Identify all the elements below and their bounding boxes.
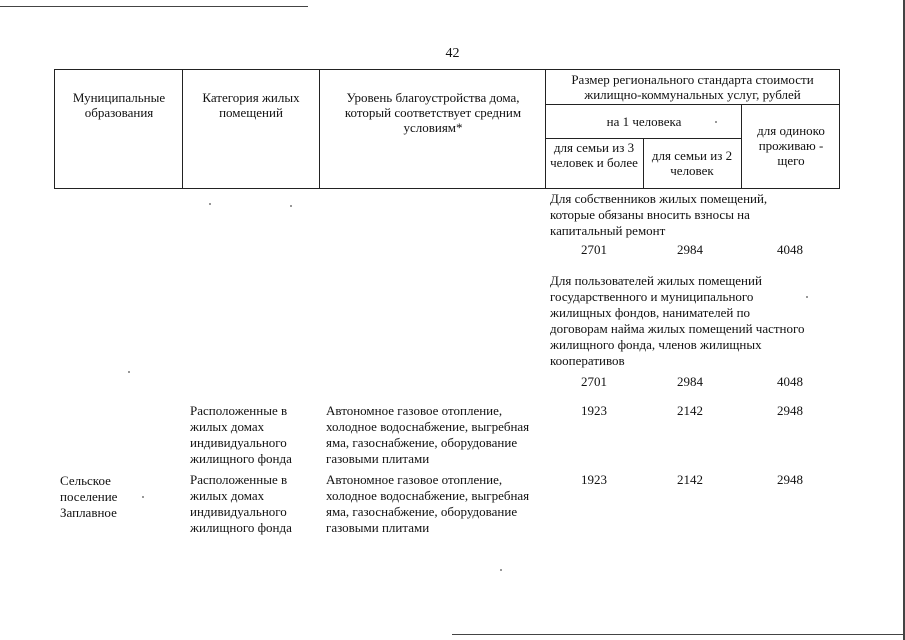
row-2-category: Расположенные в жилых домах индивидуального жилищного фонда xyxy=(190,472,292,535)
row-1-category: Расположенные в жилых домах индивидуального жилищного фонда xyxy=(190,403,292,466)
owners-value-single: 4048 xyxy=(777,242,803,257)
scan-speck xyxy=(128,371,130,373)
row-2-level: Автономное газовое отопление, холодное водоснабжение, выгребная яма, газоснабжение, оборудование газовыми плитами xyxy=(326,472,530,535)
users-value-family-2: 2984 xyxy=(677,374,703,389)
header-municipality: Муниципальные образования xyxy=(72,90,166,120)
header-single: для одиноко проживаю - щего xyxy=(757,123,825,168)
header-per-person: на 1 человека xyxy=(606,114,682,129)
users-value-family-3: 2701 xyxy=(581,374,607,389)
table-header xyxy=(54,69,840,189)
header-line-top xyxy=(54,69,840,70)
row-1-level: Автономное газовое отопление, холодное водоснабжение, выгребная яма, газоснабжение, оборудование газовыми плитами xyxy=(326,403,530,466)
header-line-standard xyxy=(545,104,840,105)
header-divider-2 xyxy=(319,69,320,189)
header-line-right xyxy=(839,69,840,189)
users-value-single: 4048 xyxy=(777,374,803,389)
municipality-name: Сельское поселение Заплавное xyxy=(60,473,118,520)
header-level: Уровень благоустройства дома, который соответствует средним условиям* xyxy=(344,90,522,135)
row-2-value-family-2: 2142 xyxy=(677,472,703,487)
owners-label: Для собственников жилых помещений, которые обязаны вносить взносы на капитальный ремонт xyxy=(550,191,768,238)
page-number: 42 xyxy=(445,46,460,61)
header-standard: Размер регионального стандарта стоимости жилищно-коммунальных услуг, рублей xyxy=(571,72,814,102)
scan-speck xyxy=(142,496,144,498)
row-2-value-family-3: 1923 xyxy=(581,472,607,487)
header-divider-3 xyxy=(545,69,546,189)
scan-speck xyxy=(290,205,292,207)
scan-speck xyxy=(806,296,808,298)
scan-speck xyxy=(500,569,502,571)
row-1-value-family-3: 1923 xyxy=(581,403,607,418)
header-divider-4 xyxy=(643,138,644,189)
row-2-value-single: 2948 xyxy=(777,472,803,487)
row-1-value-family-2: 2142 xyxy=(677,403,703,418)
scan-edge-top xyxy=(0,6,308,7)
users-label: Для пользователей жилых помещений государственного и муниципального жилищных фондов, нанимателей по договорам найма жилых помещений частного жилищного фонда, членов жилищных кооперативов xyxy=(550,273,805,368)
header-line-left xyxy=(54,69,55,189)
scan-speck xyxy=(209,203,211,205)
header-category: Категория жилых помещений xyxy=(202,90,300,120)
header-line-bottom xyxy=(54,188,840,189)
header-divider-5 xyxy=(741,104,742,189)
header-divider-1 xyxy=(182,69,183,189)
header-family-2: для семьи из 2 человек xyxy=(651,148,733,178)
scan-edge-bottom xyxy=(452,634,905,635)
scan-speck xyxy=(715,121,717,123)
owners-value-family-3: 2701 xyxy=(581,242,607,257)
header-family-3: для семьи из 3 человек и более xyxy=(550,140,638,170)
row-1-value-single: 2948 xyxy=(777,403,803,418)
owners-value-family-2: 2984 xyxy=(677,242,703,257)
